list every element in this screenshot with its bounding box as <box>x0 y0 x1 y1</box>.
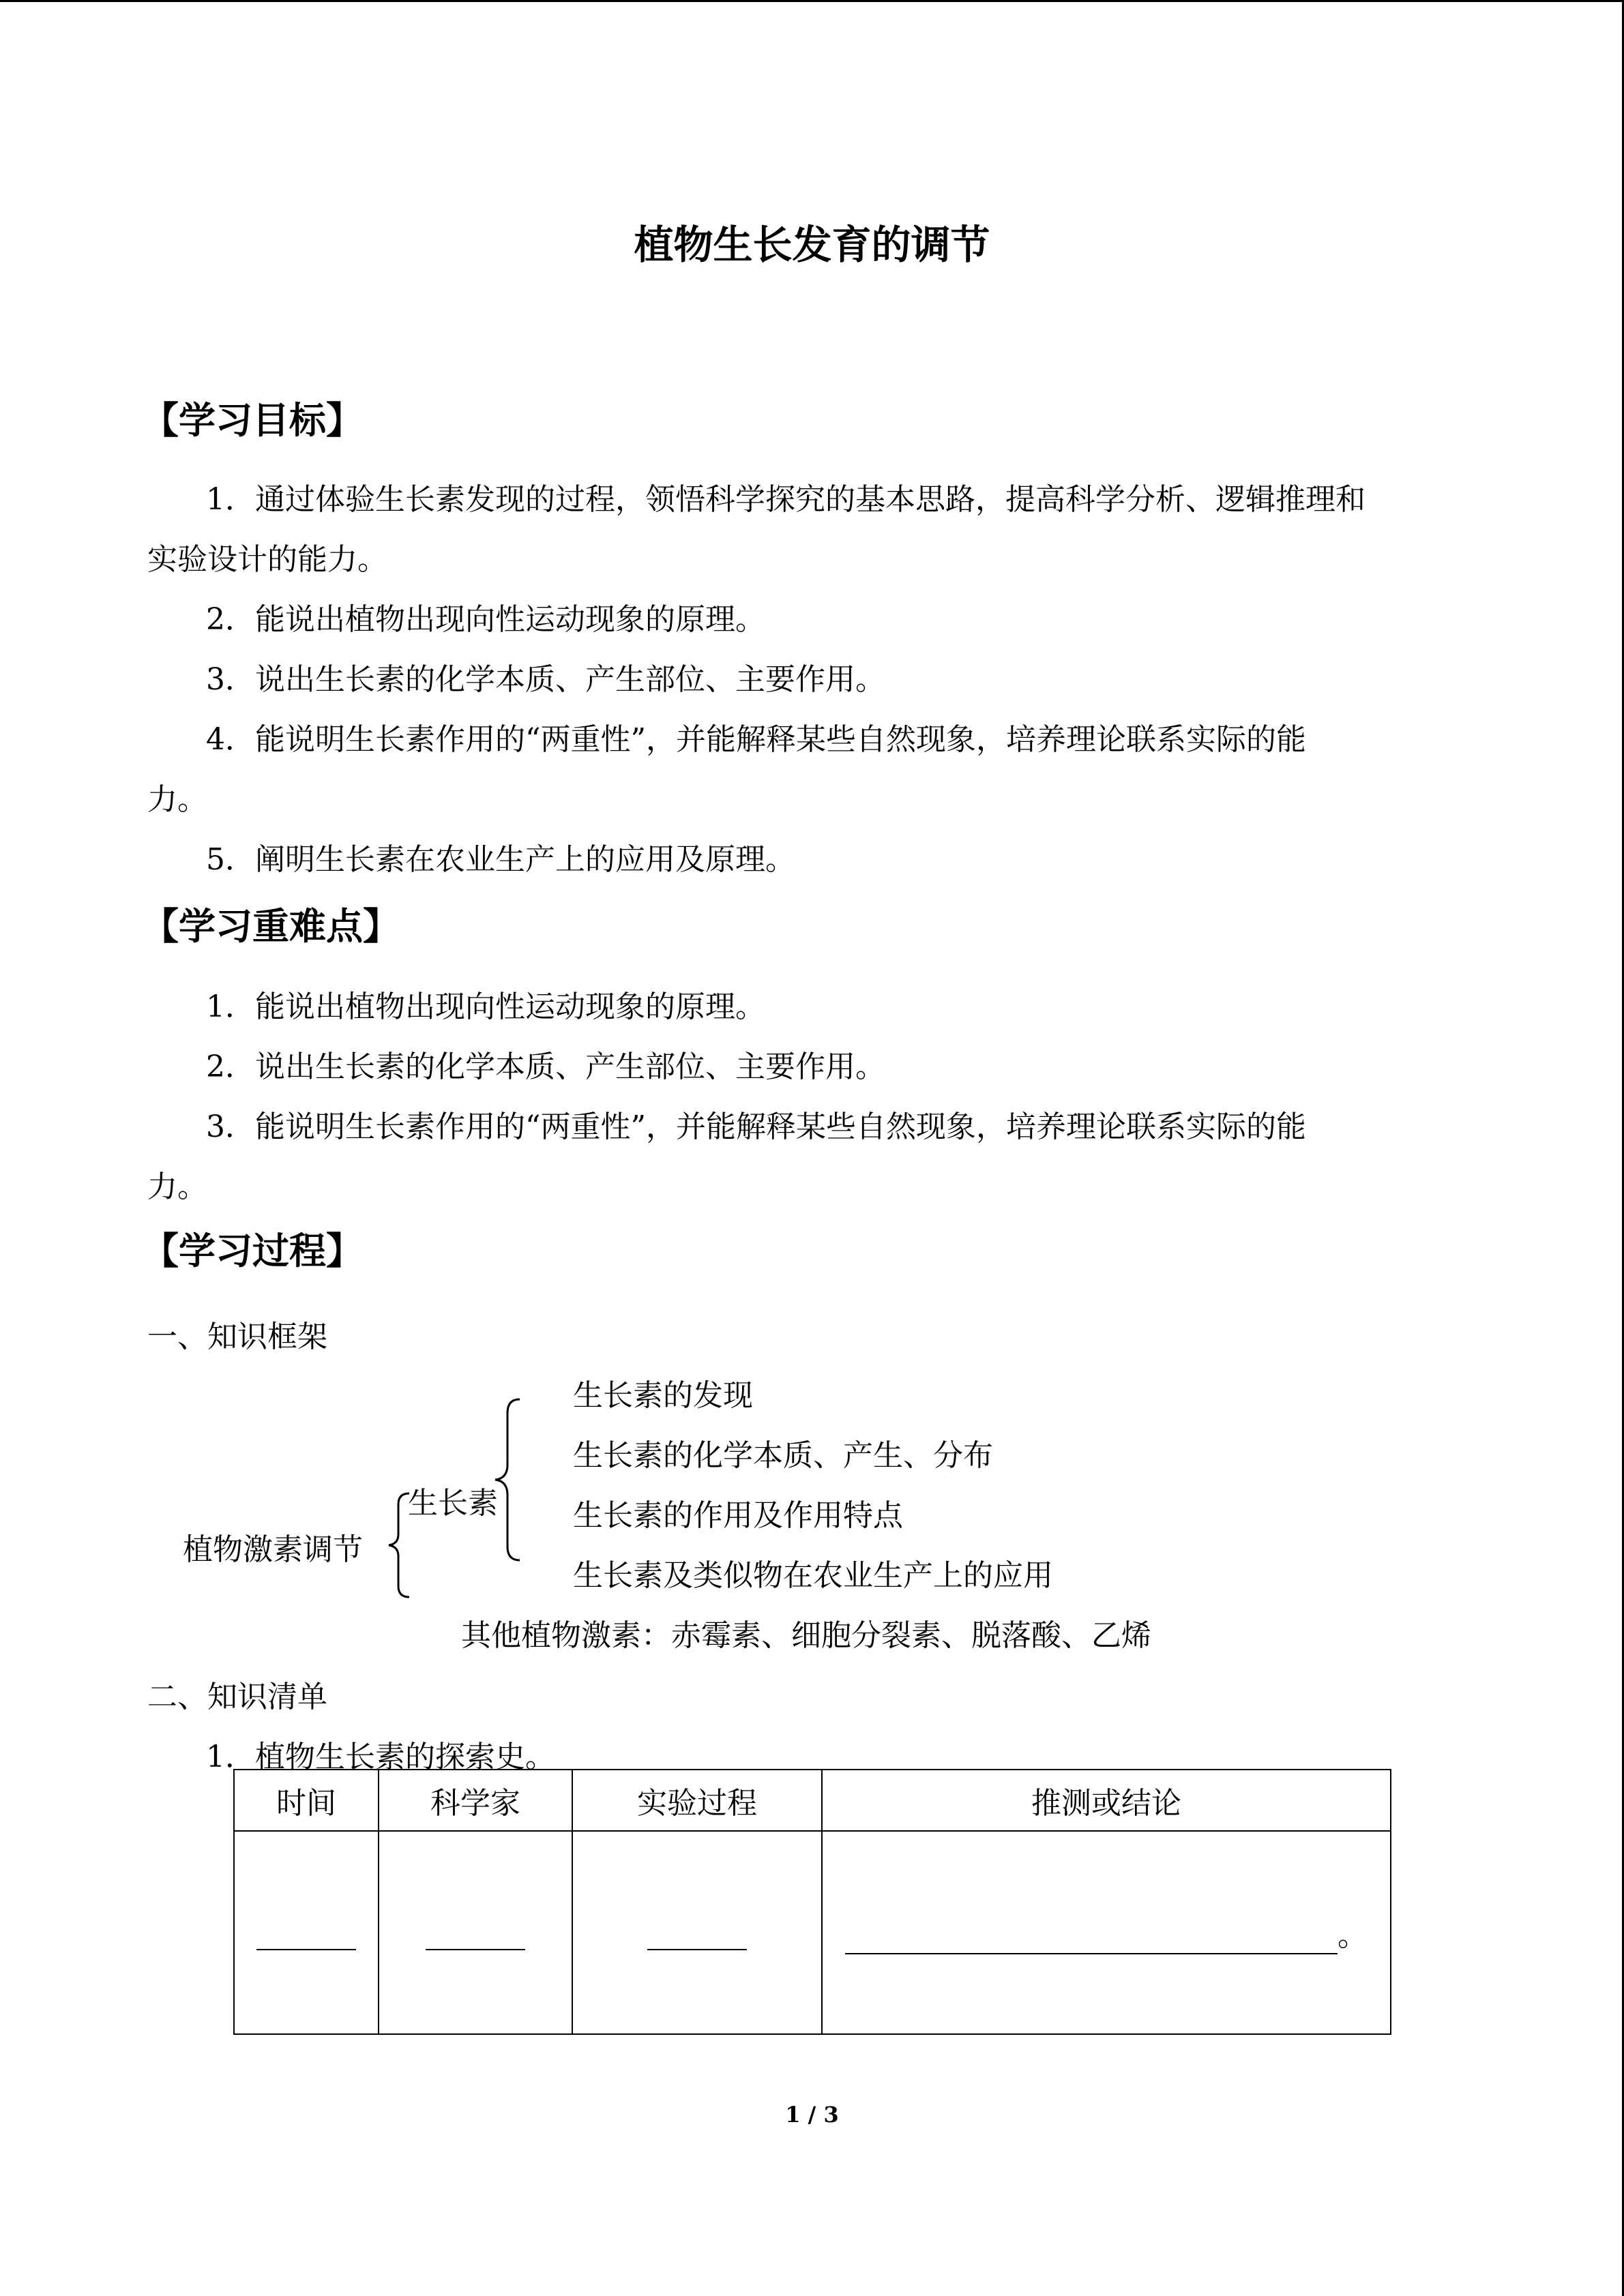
checklist-label: 二、知识清单 <box>147 1680 327 1714</box>
key-points-heading: 【学习重难点】 <box>142 904 400 948</box>
conclusion-end-mark: 。 <box>1338 1918 1368 1953</box>
objective-1-line2: 实验设计的能力。 <box>147 542 387 577</box>
key-point-1: 1．能说出植物出现向性运动现象的原理。 <box>206 989 765 1024</box>
objective-1-line1: 1．通过体验生长素发现的过程，领悟科学探究的基本思路，提高科学分析、逻辑推理和 <box>206 482 1365 517</box>
framework-brace-left <box>386 1491 420 1600</box>
framework-leaf-1: 生长素的发现 <box>573 1378 753 1413</box>
blank-conclusion[interactable] <box>845 1923 1338 1954</box>
cell-scientist <box>379 1831 572 2034</box>
framework-leaf-3: 生长素的作用及作用特点 <box>573 1498 903 1533</box>
objective-5: 5．阐明生长素在农业生产上的应用及原理。 <box>206 842 795 877</box>
page-top-border <box>0 0 1624 2</box>
cell-process <box>572 1831 822 2034</box>
framework-other: 其他植物激素：赤霉素、细胞分裂素、脱落酸、乙烯 <box>461 1618 1151 1653</box>
header-process: 实验过程 <box>572 1770 822 1831</box>
objectives-heading: 【学习目标】 <box>142 398 363 442</box>
objective-2: 2．能说出植物出现向性运动现象的原理。 <box>206 602 765 637</box>
history-table <box>233 1769 1391 2035</box>
table-row <box>234 1831 1391 2034</box>
key-point-2: 2．说出生长素的化学本质、产生部位、主要作用。 <box>206 1049 885 1084</box>
framework-branch: 生长素 <box>408 1486 498 1521</box>
objective-3: 3．说出生长素的化学本质、产生部位、主要作用。 <box>206 662 885 697</box>
framework-leaf-2: 生长素的化学本质、产生、分布 <box>573 1438 993 1473</box>
header-time: 时间 <box>234 1770 379 1831</box>
cell-conclusion <box>822 1831 1391 2034</box>
header-scientist: 科学家 <box>379 1770 572 1831</box>
blank-process[interactable] <box>647 1919 747 1950</box>
framework-brace-right <box>491 1397 532 1563</box>
page-number: 1 / 3 <box>785 2102 839 2128</box>
objective-4-line2: 力。 <box>147 782 207 817</box>
process-heading: 【学习过程】 <box>142 1229 363 1272</box>
key-point-3-line2: 力。 <box>147 1169 207 1204</box>
checklist-item-1: 1．植物生长素的探索史。 <box>206 1740 555 1774</box>
header-conclusion: 推测或结论 <box>822 1770 1391 1831</box>
framework-root: 植物激素调节 <box>183 1532 363 1567</box>
framework-leaf-4: 生长素及类似物在农业生产上的应用 <box>573 1558 1053 1593</box>
objective-4-line1: 4．能说明生长素作用的“两重性”，并能解释某些自然现象，培养理论联系实际的能 <box>206 722 1306 757</box>
table-header-row <box>234 1770 1391 1831</box>
blank-time[interactable] <box>256 1919 356 1950</box>
framework-label: 一、知识框架 <box>147 1320 327 1354</box>
document-title: 植物生长发育的调节 <box>634 222 990 268</box>
blank-scientist[interactable] <box>426 1919 525 1950</box>
cell-time <box>234 1831 379 2034</box>
key-point-3-line1: 3．能说明生长素作用的“两重性”，并能解释某些自然现象，培养理论联系实际的能 <box>206 1109 1306 1144</box>
